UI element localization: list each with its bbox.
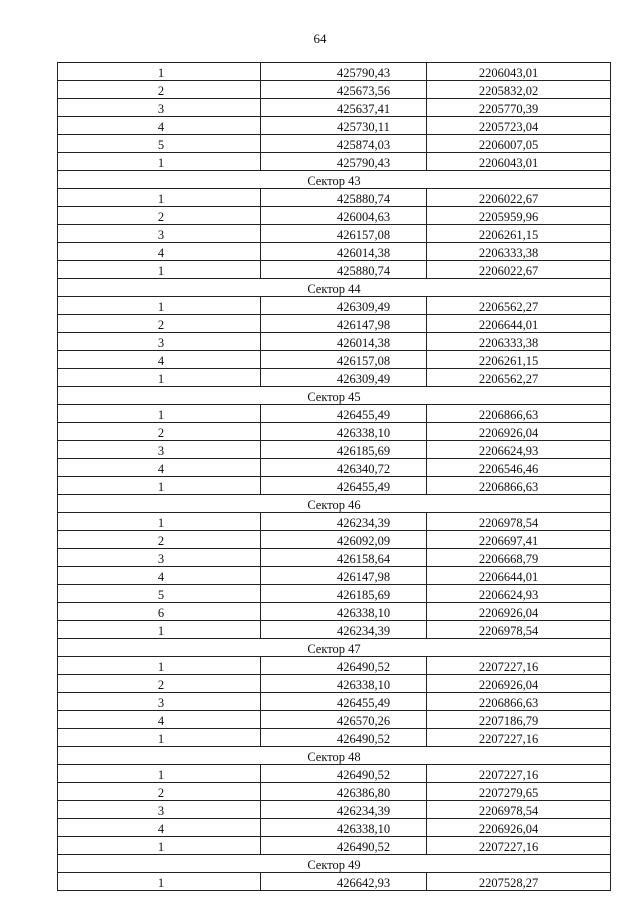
y-coordinate-cell: 2206546,46 <box>427 459 611 477</box>
table-row <box>58 819 611 837</box>
sector-label: Сектор 43 <box>58 171 611 189</box>
x-coordinate-cell: 425880,74 <box>261 261 427 279</box>
point-number-cell: 3 <box>58 693 261 711</box>
y-coordinate-cell: 2206978,54 <box>427 513 611 531</box>
y-coordinate-cell: 2206644,01 <box>427 567 611 585</box>
y-coordinate-cell: 2206007,05 <box>427 135 611 153</box>
sector-header-row <box>58 495 611 513</box>
x-coordinate-cell: 425673,56 <box>261 81 427 99</box>
y-coordinate-cell: 2206261,15 <box>427 351 611 369</box>
x-coordinate-cell: 426234,39 <box>261 801 427 819</box>
sector-header-row <box>58 387 611 405</box>
x-coordinate-cell: 425637,41 <box>261 99 427 117</box>
x-coordinate-cell: 426455,49 <box>261 477 427 495</box>
x-coordinate-cell: 426014,38 <box>261 243 427 261</box>
point-number-cell: 4 <box>58 243 261 261</box>
point-number-cell: 3 <box>58 225 261 243</box>
y-coordinate-cell: 2206624,93 <box>427 441 611 459</box>
x-coordinate-cell: 426338,10 <box>261 819 427 837</box>
point-number-cell: 2 <box>58 315 261 333</box>
x-coordinate-cell: 426338,10 <box>261 603 427 621</box>
x-coordinate-cell: 426490,52 <box>261 729 427 747</box>
x-coordinate-cell: 426185,69 <box>261 441 427 459</box>
y-coordinate-cell: 2206333,38 <box>427 333 611 351</box>
point-number-cell: 5 <box>58 585 261 603</box>
point-number-cell: 1 <box>58 837 261 855</box>
table-row <box>58 117 611 135</box>
table-row <box>58 225 611 243</box>
table-row <box>58 873 611 891</box>
table-row <box>58 207 611 225</box>
y-coordinate-cell: 2206043,01 <box>427 63 611 81</box>
point-number-cell: 1 <box>58 513 261 531</box>
table-row <box>58 621 611 639</box>
sector-header-row <box>58 855 611 873</box>
point-number-cell: 2 <box>58 81 261 99</box>
table-row <box>58 459 611 477</box>
x-coordinate-cell: 425730,11 <box>261 117 427 135</box>
point-number-cell: 1 <box>58 873 261 891</box>
point-number-cell: 6 <box>58 603 261 621</box>
sector-header-row <box>58 279 611 297</box>
x-coordinate-cell: 426309,49 <box>261 297 427 315</box>
x-coordinate-cell: 426157,08 <box>261 225 427 243</box>
y-coordinate-cell: 2206926,04 <box>427 675 611 693</box>
point-number-cell: 1 <box>58 153 261 171</box>
x-coordinate-cell: 426092,09 <box>261 531 427 549</box>
x-coordinate-cell: 426570,26 <box>261 711 427 729</box>
y-coordinate-cell: 2206562,27 <box>427 369 611 387</box>
x-coordinate-cell: 426147,98 <box>261 315 427 333</box>
point-number-cell: 4 <box>58 117 261 135</box>
point-number-cell: 3 <box>58 333 261 351</box>
sector-label: Сектор 47 <box>58 639 611 657</box>
y-coordinate-cell: 2206644,01 <box>427 315 611 333</box>
x-coordinate-cell: 426004,63 <box>261 207 427 225</box>
table-row <box>58 369 611 387</box>
x-coordinate-cell: 426234,39 <box>261 621 427 639</box>
sector-header-row <box>58 171 611 189</box>
point-number-cell: 1 <box>58 261 261 279</box>
x-coordinate-cell: 426455,49 <box>261 693 427 711</box>
x-coordinate-cell: 426490,52 <box>261 765 427 783</box>
table-row <box>58 441 611 459</box>
x-coordinate-cell: 426014,38 <box>261 333 427 351</box>
y-coordinate-cell: 2206333,38 <box>427 243 611 261</box>
y-coordinate-cell: 2206978,54 <box>427 801 611 819</box>
point-number-cell: 2 <box>58 423 261 441</box>
table-row <box>58 333 611 351</box>
sector-label: Сектор 44 <box>58 279 611 297</box>
sector-header-row <box>58 747 611 765</box>
y-coordinate-cell: 2206978,54 <box>427 621 611 639</box>
y-coordinate-cell: 2207279,65 <box>427 783 611 801</box>
table-row <box>58 513 611 531</box>
y-coordinate-cell: 2207186,79 <box>427 711 611 729</box>
x-coordinate-cell: 426309,49 <box>261 369 427 387</box>
table-row <box>58 135 611 153</box>
point-number-cell: 2 <box>58 207 261 225</box>
coordinates-table <box>57 62 611 891</box>
y-coordinate-cell: 2207227,16 <box>427 657 611 675</box>
table-row <box>58 81 611 99</box>
point-number-cell: 4 <box>58 819 261 837</box>
table-row <box>58 567 611 585</box>
table-row <box>58 585 611 603</box>
table-row <box>58 315 611 333</box>
x-coordinate-cell: 426158,64 <box>261 549 427 567</box>
point-number-cell: 1 <box>58 477 261 495</box>
point-number-cell: 4 <box>58 459 261 477</box>
point-number-cell: 3 <box>58 801 261 819</box>
x-coordinate-cell: 426490,52 <box>261 657 427 675</box>
table-row <box>58 693 611 711</box>
table-row <box>58 783 611 801</box>
table-row <box>58 657 611 675</box>
point-number-cell: 1 <box>58 297 261 315</box>
x-coordinate-cell: 425790,43 <box>261 63 427 81</box>
table-row <box>58 189 611 207</box>
table-row <box>58 153 611 171</box>
point-number-cell: 4 <box>58 351 261 369</box>
y-coordinate-cell: 2205770,39 <box>427 99 611 117</box>
coordinates-table-body <box>58 63 611 891</box>
y-coordinate-cell: 2206043,01 <box>427 153 611 171</box>
table-row <box>58 729 611 747</box>
table-row <box>58 837 611 855</box>
table-row <box>58 765 611 783</box>
point-number-cell: 1 <box>58 189 261 207</box>
x-coordinate-cell: 426386,80 <box>261 783 427 801</box>
table-row <box>58 405 611 423</box>
point-number-cell: 5 <box>58 135 261 153</box>
page-number: 64 <box>313 31 327 46</box>
y-coordinate-cell: 2205832,02 <box>427 81 611 99</box>
table-row <box>58 801 611 819</box>
table-row <box>58 711 611 729</box>
point-number-cell: 3 <box>58 99 261 117</box>
sector-label: Сектор 46 <box>58 495 611 513</box>
y-coordinate-cell: 2206866,63 <box>427 405 611 423</box>
y-coordinate-cell: 2206668,79 <box>427 549 611 567</box>
sector-header-row <box>58 639 611 657</box>
y-coordinate-cell: 2207528,27 <box>427 873 611 891</box>
y-coordinate-cell: 2206866,63 <box>427 693 611 711</box>
table-row <box>58 297 611 315</box>
point-number-cell: 1 <box>58 405 261 423</box>
table-row <box>58 477 611 495</box>
x-coordinate-cell: 426338,10 <box>261 423 427 441</box>
y-coordinate-cell: 2207227,16 <box>427 729 611 747</box>
y-coordinate-cell: 2206624,93 <box>427 585 611 603</box>
y-coordinate-cell: 2205959,96 <box>427 207 611 225</box>
y-coordinate-cell: 2206562,27 <box>427 297 611 315</box>
point-number-cell: 3 <box>58 441 261 459</box>
sector-label: Сектор 48 <box>58 747 611 765</box>
y-coordinate-cell: 2207227,16 <box>427 837 611 855</box>
x-coordinate-cell: 426157,08 <box>261 351 427 369</box>
table-row <box>58 423 611 441</box>
y-coordinate-cell: 2206022,67 <box>427 261 611 279</box>
point-number-cell: 1 <box>58 657 261 675</box>
y-coordinate-cell: 2206697,41 <box>427 531 611 549</box>
table-row <box>58 675 611 693</box>
point-number-cell: 4 <box>58 567 261 585</box>
point-number-cell: 1 <box>58 369 261 387</box>
table-row <box>58 603 611 621</box>
x-coordinate-cell: 425874,03 <box>261 135 427 153</box>
y-coordinate-cell: 2206866,63 <box>427 477 611 495</box>
x-coordinate-cell: 426490,52 <box>261 837 427 855</box>
y-coordinate-cell: 2206926,04 <box>427 603 611 621</box>
point-number-cell: 2 <box>58 675 261 693</box>
table-row <box>58 549 611 567</box>
point-number-cell: 3 <box>58 549 261 567</box>
table-row <box>58 243 611 261</box>
point-number-cell: 2 <box>58 531 261 549</box>
table-row <box>58 531 611 549</box>
y-coordinate-cell: 2206926,04 <box>427 819 611 837</box>
table-row <box>58 63 611 81</box>
x-coordinate-cell: 426338,10 <box>261 675 427 693</box>
y-coordinate-cell: 2206926,04 <box>427 423 611 441</box>
sector-label: Сектор 45 <box>58 387 611 405</box>
table-row <box>58 99 611 117</box>
point-number-cell: 1 <box>58 63 261 81</box>
x-coordinate-cell: 426642,93 <box>261 873 427 891</box>
point-number-cell: 1 <box>58 729 261 747</box>
x-coordinate-cell: 425880,74 <box>261 189 427 207</box>
point-number-cell: 2 <box>58 783 261 801</box>
y-coordinate-cell: 2207227,16 <box>427 765 611 783</box>
x-coordinate-cell: 426185,69 <box>261 585 427 603</box>
x-coordinate-cell: 426455,49 <box>261 405 427 423</box>
y-coordinate-cell: 2206261,15 <box>427 225 611 243</box>
y-coordinate-cell: 2206022,67 <box>427 189 611 207</box>
table-row <box>58 261 611 279</box>
point-number-cell: 4 <box>58 711 261 729</box>
x-coordinate-cell: 426234,39 <box>261 513 427 531</box>
y-coordinate-cell: 2205723,04 <box>427 117 611 135</box>
point-number-cell: 1 <box>58 621 261 639</box>
sector-label: Сектор 49 <box>58 855 611 873</box>
x-coordinate-cell: 426340,72 <box>261 459 427 477</box>
x-coordinate-cell: 426147,98 <box>261 567 427 585</box>
x-coordinate-cell: 425790,43 <box>261 153 427 171</box>
table-row <box>58 351 611 369</box>
point-number-cell: 1 <box>58 765 261 783</box>
